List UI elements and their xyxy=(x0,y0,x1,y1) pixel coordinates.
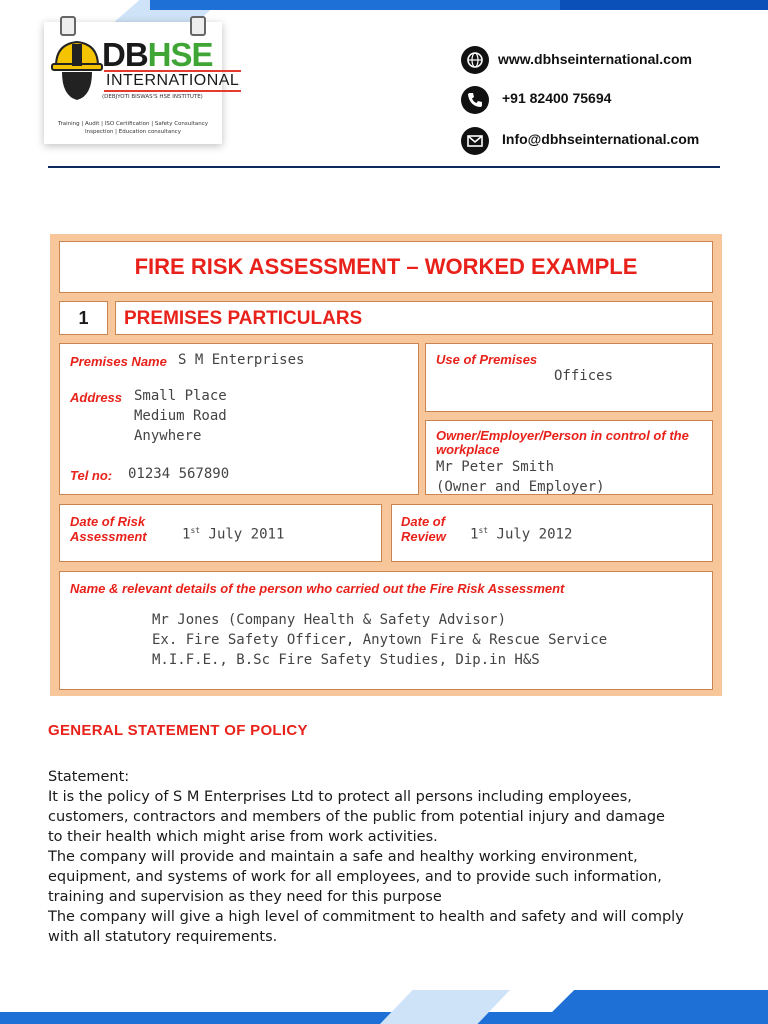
assessment-date-box xyxy=(59,504,382,562)
address-line: Medium Road xyxy=(134,408,227,424)
section-title: PREMISES PARTICULARS xyxy=(124,308,363,329)
policy-line: equipment, and systems of work for all employees, and to provide such information, xyxy=(48,869,662,885)
tel-label: Tel no: xyxy=(70,468,113,483)
review-date-box xyxy=(391,504,713,562)
address-line: Anywhere xyxy=(134,428,202,444)
email-link[interactable]: Info@dbhseinternational.com xyxy=(502,131,700,147)
section-title-box xyxy=(115,301,713,335)
policy-line: to their health which might arise from work activities. xyxy=(48,829,438,845)
tel-value: 01234 567890 xyxy=(128,466,230,482)
policy-line: The company will give a high level of commitment to health and safety and will comply xyxy=(48,909,684,925)
use-of-premises-value: Offices xyxy=(554,368,614,384)
assessor-box xyxy=(59,571,713,690)
section-number: 1 xyxy=(78,308,89,328)
header-divider xyxy=(48,166,720,168)
helmet-worker-icon xyxy=(50,36,104,106)
assessor-line: Mr Jones (Company Health & Safety Advisor) xyxy=(152,612,507,628)
assessor-line: M.I.F.E., B.Sc Fire Safety Studies, Dip.in H&S xyxy=(152,652,540,668)
company-logo xyxy=(44,22,240,144)
use-of-premises-label: Use of Premises xyxy=(436,352,538,367)
phone-number[interactable]: +91 82400 75694 xyxy=(502,90,612,106)
premises-name-value: S M Enterprises xyxy=(178,352,305,368)
policy-heading: GENERAL STATEMENT OF POLICY xyxy=(48,722,308,739)
review-date-value: 1st July 2012 xyxy=(470,526,573,543)
logo-brand: DBHSE xyxy=(102,36,213,73)
assessment-date-label: Date of Risk Assessment xyxy=(70,514,147,544)
binder-clip-icon xyxy=(60,16,76,36)
use-of-premises-box xyxy=(425,343,713,412)
policy-line: with all statutory requirements. xyxy=(48,929,278,945)
assessor-line: Ex. Fire Safety Officer, Anytown Fire & Rescue Service xyxy=(152,632,608,648)
policy-line: training and supervision as they need for this purpose xyxy=(48,889,442,905)
form-title-box xyxy=(59,241,713,293)
fire-risk-form xyxy=(50,234,722,696)
premises-details-box xyxy=(59,343,419,495)
assessor-label: Name & relevant details of the person who carried out the Fire Risk Assessment xyxy=(70,581,565,596)
policy-line: It is the policy of S M Enterprises Ltd to protect all persons including employees, xyxy=(48,789,632,805)
owner-label: Owner/Employer/Person in control of the workplace xyxy=(436,428,689,457)
premises-name-label: Premises Name xyxy=(70,354,167,369)
policy-statement xyxy=(48,767,728,947)
policy-line: The company will provide and maintain a safe and healthy working environment, xyxy=(48,849,638,865)
policy-line: Statement: xyxy=(48,769,130,785)
address-label: Address xyxy=(70,390,123,405)
address-line: Small Place xyxy=(134,388,227,404)
globe-icon xyxy=(461,46,489,74)
assessment-date-value: 1st July 2011 xyxy=(182,526,285,543)
section-number-box xyxy=(59,301,108,335)
logo-tagline: Training | Audit | ISO Certification | Safety Consultancy Inspection | Education consultancy xyxy=(57,121,209,135)
phone-icon xyxy=(461,86,489,114)
form-title: FIRE RISK ASSESSMENT – WORKED EXAMPLE xyxy=(134,254,638,279)
top-decor-bar-dark xyxy=(560,0,768,10)
website-link[interactable]: www.dbhseinternational.com xyxy=(498,51,692,67)
policy-line: customers, contractors and members of the public from potential injury and damage xyxy=(48,809,665,825)
review-date-label: Date of Review xyxy=(401,514,446,544)
owner-role: (Owner and Employer) xyxy=(436,479,605,495)
mail-icon xyxy=(461,127,489,155)
binder-clip-icon xyxy=(190,16,206,36)
logo-international: INTERNATIONAL xyxy=(104,70,241,92)
owner-box xyxy=(425,420,713,495)
logo-subtitle: (DEBJYOTI BISWAS'S HSE INSTITUTE) xyxy=(102,94,203,100)
owner-name: Mr Peter Smith xyxy=(436,459,555,475)
bottom-decor-blue xyxy=(540,990,768,1024)
